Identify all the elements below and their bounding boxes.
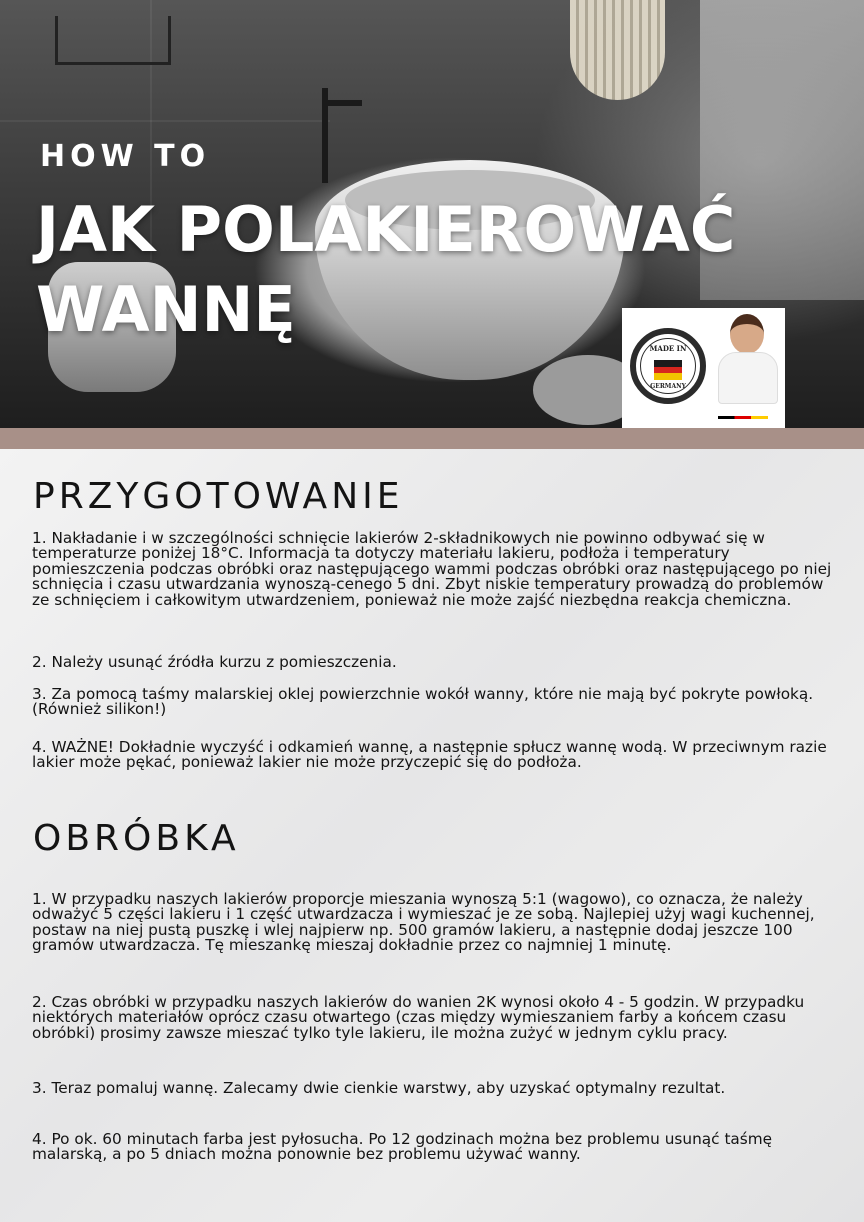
wall-shelf: [55, 16, 171, 65]
flag-stripes-decoration: [718, 416, 768, 419]
accent-band: [0, 428, 864, 449]
preparation-step-3: 3. Za pomocą taśmy malarskiej oklej powierzchnie wokół wanny, które nie mają być pokryte powłoką. (Również silikon!): [32, 685, 814, 719]
processing-step-1: 1. W przypadku naszych lakierów proporcje mieszania wynoszą 5:1 (wagowo), co oznacza, że należy odważyć 5 części lakieru i 1 część utwardzacza i wymieszać je ze sobą. Najlepiej użyj wagi kuchennej, postaw na niej pustą puszkę i wlej najpierw np. 500 gramów lakieru, a następnie dodaj jeszcze 100 gramów utwardzacza. Tę mieszankę mieszaj dokładnie przez co najmniej 1 minutę.: [32, 890, 815, 955]
preparation-step-2: 2. Należy usunąć źródła kurzu z pomieszczenia.: [32, 653, 397, 671]
section-heading-preparation: PRZYGOTOWANIE: [33, 476, 404, 517]
germany-flag-icon: [654, 360, 682, 380]
person-head: [730, 314, 764, 354]
seal-text-top: MADE IN: [649, 344, 687, 353]
page-title: JAK POLAKIEROWAĆ WANNĘ: [36, 193, 736, 346]
preparation-step-1: 1. Nakładanie i w szczególności schnięcie lakierów 2-składnikowych nie powinno odbywać się w temperaturze poniżej 18°C. Informacja ta dotyczy materiału lakieru, podłoża i temperatury pomieszczenia podczas obróbki oraz następującego wammi podczas obróbki oraz następującego po niej schnięcia i czasu utwardzania wynoszą-cenego 5 dni. Zbyt niskie temperatury prowadzą do problemów ze schnięciem i całkowitym utwardzeniem, ponieważ nie może zajść niezbędna reakcja chemiczna.: [32, 529, 832, 609]
hero-banner: [0, 0, 864, 428]
made-in-germany-seal: [630, 328, 706, 404]
preparation-step-4: 4. WAŻNE! Dokładnie wyczyść i odkamień wannę, a następnie spłucz wannę wodą. W przeciwnym razie lakier może pękać, ponieważ lakier nie może przyczepić się do podłoża.: [32, 738, 827, 772]
bath-faucet-arm: [322, 100, 362, 106]
flag-stripe-gold: [654, 373, 682, 380]
person-body: [718, 352, 778, 404]
made-in-germany-badge: [622, 308, 785, 428]
processing-step-3: 3. Teraz pomaluj wannę. Zalecamy dwie cienkie warstwy, aby uzyskać optymalny rezultat.: [32, 1079, 726, 1097]
flag-stripe-black: [654, 360, 682, 367]
spokesperson-image: [712, 308, 782, 403]
processing-step-4: 4. Po ok. 60 minutach farba jest pyłosucha. Po 12 godzinach można bez problemu usunąć taśmę malarską, a po 5 dniach można ponownie bez problemu używać wanny.: [32, 1130, 773, 1164]
flag-stripe-red: [654, 367, 682, 374]
hero-kicker: HOW TO: [40, 139, 211, 174]
section-heading-processing: OBRÓBKA: [33, 818, 240, 859]
processing-step-2: 2. Czas obróbki w przypadku naszych lakierów do wanien 2K wynosi około 4 - 5 godzin. W przypadku niektórych materiałów oprócz czasu otwartego (czas między wymieszaniem farby a końcem czasu obróbki) prosimy zawsze mieszać tylko tyle lakieru, ile można zużyć w jednym cyklu pracy.: [32, 993, 805, 1042]
pendant-lamp: [570, 0, 665, 100]
seal-text-bottom: GERMANY: [650, 383, 686, 390]
wall-tile-line: [0, 120, 330, 122]
